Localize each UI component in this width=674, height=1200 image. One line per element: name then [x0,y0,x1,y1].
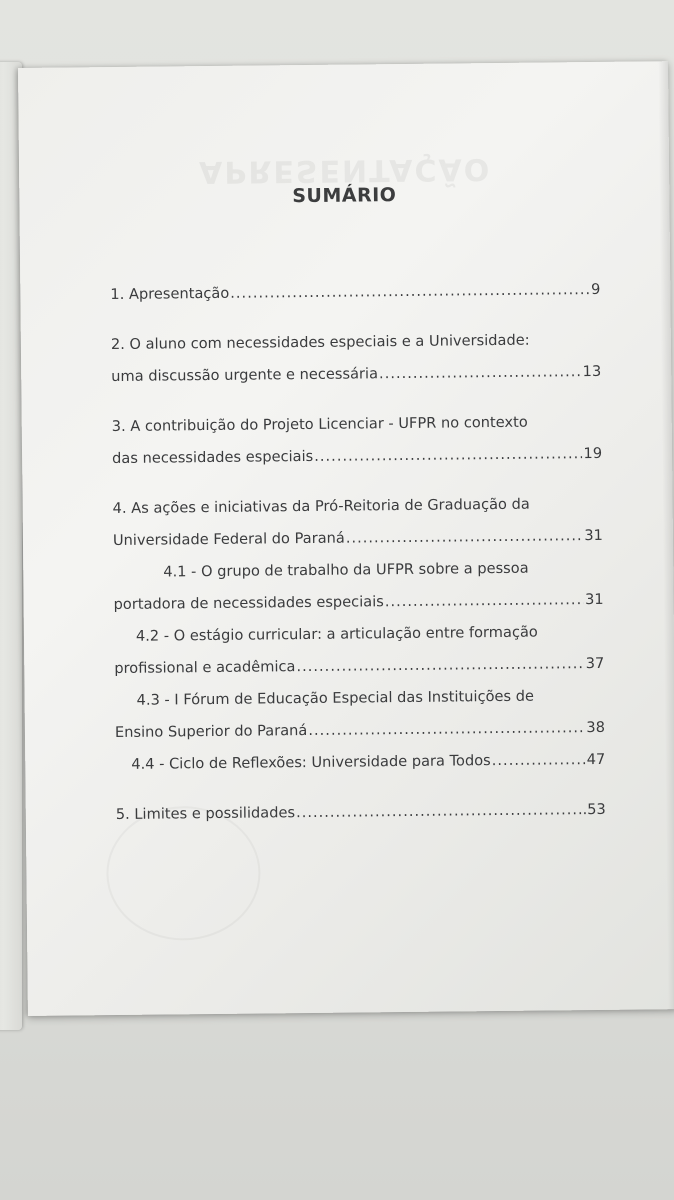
toc-leader-dots [379,356,582,390]
toc-entry-4-1-line-1 [113,552,603,589]
toc-entry-text: das necessidades especiais [112,447,314,468]
toc-entry-4-3-line-1 [114,680,604,717]
toc-leader-dots [346,520,584,554]
toc-page-number: 19 [583,444,603,463]
toc-entry-text: 4.4 - Ciclo de Reflexões: Universidade para Todos [131,752,491,773]
table-of-contents [110,274,606,831]
toc-entry-4-line-1 [112,488,602,525]
toc-entry-1 [110,274,600,311]
toc-leader-dots [230,274,590,310]
toc-leader-dots [492,744,586,777]
toc-entry-4-line-2 [113,520,603,557]
toc-entry-text: Ensino Superior do Paraná [114,722,308,742]
toc-page-number: 31 [584,590,604,609]
toc-entry-2-line-1 [111,324,601,361]
toc-entry-text: 1. Apresentação [110,284,230,304]
toc-page-number: 38 [586,718,606,737]
toc-entry-4-2-line-2 [114,648,604,685]
toc-page-number: 13 [582,362,602,381]
toc-leader-dots [296,794,582,829]
toc-entry-text: 2. O aluno com necessidades especiais e a Universidade: [110,331,530,354]
toc-entry-4-3-line-2 [115,712,605,749]
toc-leader-dots [314,438,583,473]
toc-entry-2-line-2 [111,356,601,393]
toc-entry-text: 5. Limites e possilidades [115,804,296,824]
toc-entry-text: 4.1 - O grupo de trabalho da UFPR sobre a pessoa [163,559,529,581]
toc-page-number: .53 [582,800,606,819]
toc-entry-text: 3. A contribuição do Projeto Licenciar - UFPR no contexto [111,413,528,436]
toc-entry-text: profissional e acadêmica [114,658,296,678]
toc-leader-dots [385,584,585,618]
toc-entry-text: 4.2 - O estágio curricular: a articulação entre formação [135,623,538,645]
toc-entry-text: 4.3 - I Fórum de Educação Especial das Instituições de [136,687,535,709]
toc-entry-text: 4. As ações e iniciativas da Pró-Reitoria de Graduação da [112,495,530,518]
toc-entry-text: uma discussão urgente e necessária [111,365,379,386]
toc-entry-3-line-2 [112,438,602,475]
toc-leader-dots [296,648,585,683]
book-page [18,61,674,1016]
toc-page-number: 47 [586,750,606,769]
toc-entry-4-4 [115,744,605,781]
toc-entry-4-1-line-2 [113,584,603,621]
toc-entry-3-line-1 [112,406,602,443]
toc-entry-4-2-line-1 [114,616,604,653]
page-title: SUMÁRIO [292,184,397,208]
show-through-title: APRESENTAÇÃO [198,151,492,190]
toc-entry-text: portadora de necessidades especiais [113,593,384,614]
toc-entry-5 [116,794,606,831]
toc-leader-dots [308,712,585,747]
toc-page-number: 37 [585,654,605,673]
toc-entry-text: Universidade Federal do Paraná [112,529,345,550]
toc-page-number: 31 [584,526,604,545]
toc-page-number: 9 [590,280,601,299]
